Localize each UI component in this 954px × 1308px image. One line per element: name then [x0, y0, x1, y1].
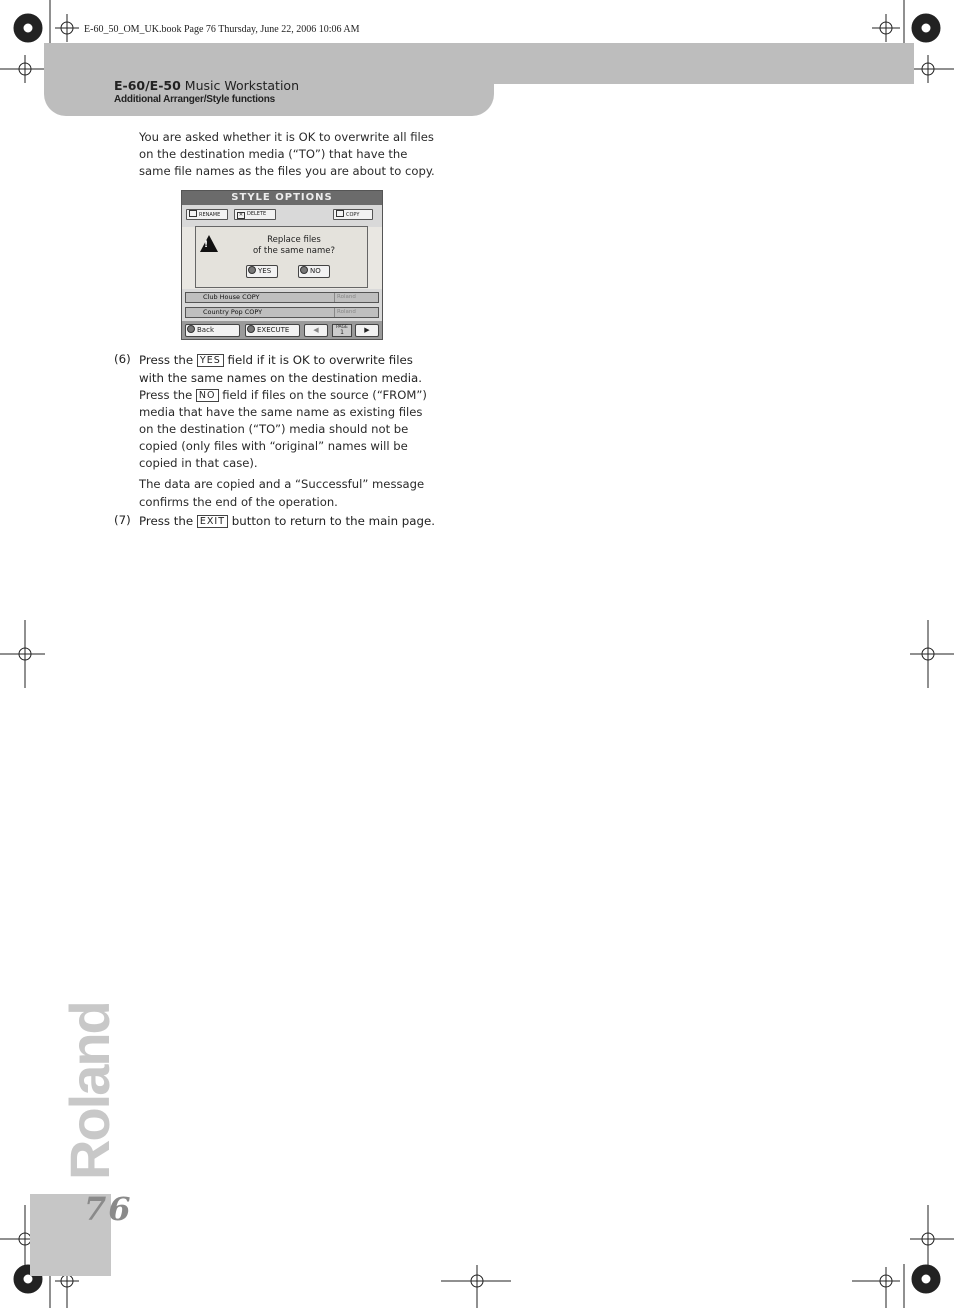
page-number: 76	[84, 1190, 133, 1228]
no-button[interactable]: NO	[298, 265, 330, 278]
arrow-left-icon: ◀	[313, 326, 319, 334]
header-model: E-60/E-50	[114, 78, 181, 93]
no-key-label: NO	[196, 389, 219, 402]
step-6-note: The data are copied and a “Successful” message confirms the end of the operation.	[139, 477, 425, 509]
step-7-text: Press the EXIT button to return to the main page.	[139, 514, 436, 528]
rename-button[interactable]: RENAME	[186, 209, 228, 220]
style-options-screen	[181, 190, 383, 340]
file-row[interactable]: Club House COPY Roland	[185, 292, 379, 303]
intro-paragraph: You are asked whether it is OK to overwrite all files on the destination media (“TO”) that have the same file names as the files you are about to copy.	[139, 130, 435, 178]
yes-button[interactable]: YES	[246, 265, 278, 278]
dialog-message: Replace files of the same name?	[252, 235, 335, 256]
book-info: E-60_50_OM_UK.book Page 76 Thursday, June 22, 2006 10:06 AM	[84, 24, 360, 35]
page-indicator: PAGE 1	[332, 324, 352, 337]
execute-led-icon	[247, 325, 255, 333]
exit-key-label: EXIT	[197, 515, 228, 528]
step-6-text: Press the YES field if it is OK to overwrite files with the same names on the destination media.	[139, 353, 423, 385]
file-row[interactable]: Country Pop COPY Roland	[185, 307, 379, 318]
warning-exclamation: !	[204, 240, 209, 250]
rename-icon	[189, 210, 197, 217]
step-6-detail: Press the NO field if files on the source (“FROM”) media that have the same name as existing files on the destination (“TO”) media should not be copied (only files with “original” names will be copied in that case).	[139, 388, 427, 470]
prev-page-button[interactable]	[304, 324, 328, 337]
warning-icon	[200, 235, 218, 252]
delete-button[interactable]: ✕ DELETE	[234, 209, 276, 220]
next-page-button[interactable]	[355, 324, 379, 337]
replace-dialog	[195, 226, 368, 288]
header-product: Music Workstation	[180, 78, 299, 93]
step-number: (6)	[114, 352, 131, 366]
copy-button[interactable]: COPY	[333, 209, 373, 220]
no-led-icon	[300, 266, 308, 274]
back-button[interactable]: Back	[185, 324, 240, 337]
brand-logo: Roland	[58, 1002, 121, 1180]
arrow-right-icon: ▶	[364, 326, 370, 334]
step-number: (7)	[114, 513, 131, 527]
screen-title: STYLE OPTIONS	[182, 191, 382, 205]
yes-led-icon	[248, 266, 256, 274]
execute-button[interactable]: EXECUTE	[245, 324, 300, 337]
delete-icon: ✕	[238, 212, 244, 218]
copy-icon	[336, 210, 344, 217]
yes-key-label: YES	[197, 354, 224, 367]
back-led-icon	[187, 325, 195, 333]
header-section: Additional Arranger/Style functions	[114, 94, 275, 105]
header-title	[114, 78, 299, 93]
